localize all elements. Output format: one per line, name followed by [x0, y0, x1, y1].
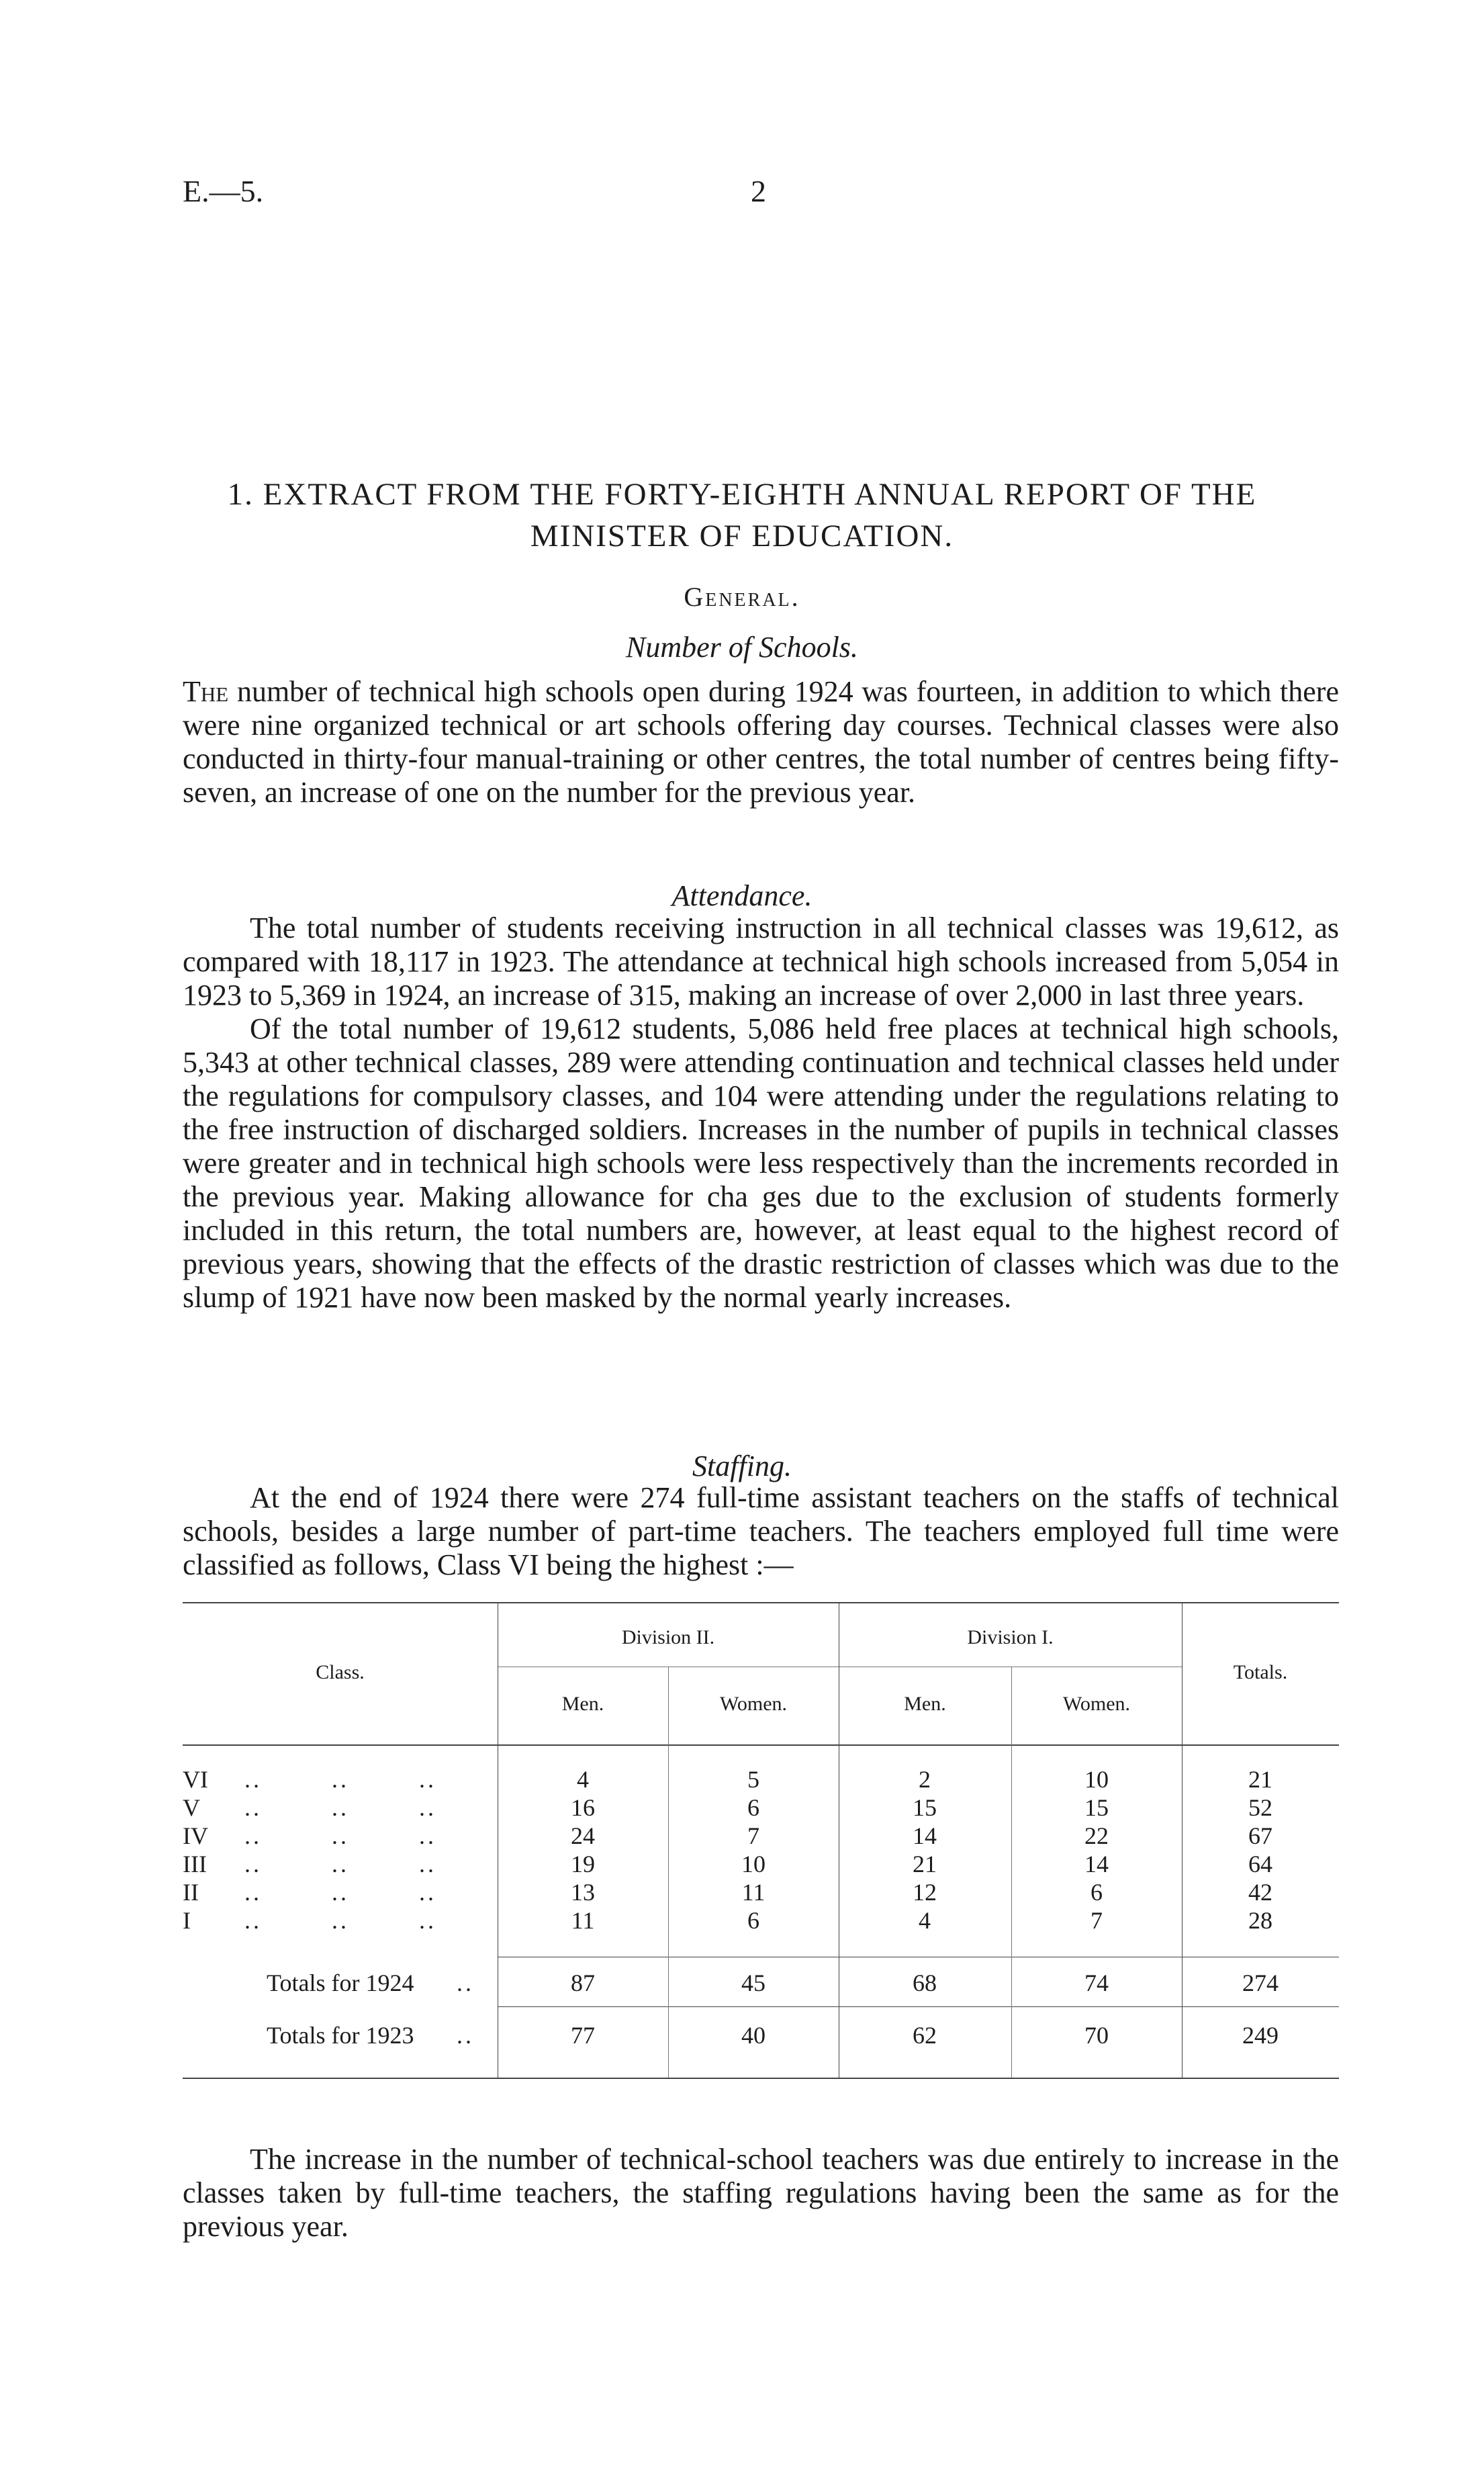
totals-header: Totals. [1233, 1661, 1288, 1683]
cell-div1-men: 12 [913, 1879, 937, 1906]
cell-div1-men: 4 [919, 1907, 931, 1934]
attendance-paragraph-2: Of the total number of 19,612 students, 5,086 held free places at technical high schools, 5,343 at other technical classes, 289 were attending continuation and technical classes held under the regulations for compulsory classes, and 104 were attending under the regulations relating to the free instruction of discharged soldiers. Increases in the number of pupils in technical classes were greater and in technical high schools were less respectively than the increments recorded in the previous year. Making allowance for cha ges due to the exclusion of students formerly included in this return, the total numbers are, however, at least equal to the highest record of previous years, showing that the effects of the drastic restriction of classes which was due to the slump of 1921 have now been masked by the normal yearly increases. [183, 1012, 1339, 1314]
cell-div1-women: 14 [1084, 1851, 1109, 1877]
totals-1923-label: Totals for 1923 [267, 2022, 414, 2049]
class-column-header: Class. [316, 1661, 365, 1683]
closing-text: The increase in the number of technical-school teachers was due entirely to increase in the classes taken by full-time teachers, the staffing regulations having been the same as for the previous year. [183, 2143, 1339, 2243]
subheading-attendance: Attendance. [671, 879, 813, 912]
report-title-line-2: MINISTER OF EDUCATION. [530, 519, 954, 553]
leader-dots: .. .. .. [244, 1851, 436, 1877]
cell-div2-women: 10 [741, 1851, 766, 1877]
cell-div1-women: 15 [1084, 1794, 1109, 1821]
schools-paragraph [183, 675, 1339, 809]
staffing-paragraph [183, 1481, 1339, 1582]
cell-total: 28 [1248, 1907, 1272, 1934]
div1-men-header: Men. [904, 1693, 946, 1715]
cell-div2-women: 40 [741, 2022, 766, 2049]
cell-div1-men: 15 [913, 1794, 937, 1821]
cell-div2-men: 4 [577, 1766, 589, 1793]
schools-lead-word: The [183, 675, 229, 708]
cell-div1-men: 14 [913, 1822, 937, 1849]
staffing-text: At the end of 1924 there were 274 full-time assistant teachers on the staffs of technical schools, besides a large number of part-time teachers. The teachers employed full time were classified as follows, Class VI being the highest :— [183, 1481, 1339, 1581]
cell-div2-men: 19 [571, 1851, 595, 1877]
leader-dots: .. .. .. [244, 1794, 436, 1821]
cell-div1-women: 10 [1084, 1766, 1109, 1793]
cell-div2-men: 16 [571, 1794, 595, 1821]
cell-div2-women: 6 [747, 1794, 759, 1821]
division-2-header: Division II. [621, 1626, 715, 1648]
row-label: IV [183, 1822, 208, 1849]
cell-div2-men: 13 [571, 1879, 595, 1906]
leader-dots: .. .. .. [244, 1766, 436, 1793]
cell-div2-men: 87 [571, 1969, 595, 1996]
cell-total: 52 [1248, 1794, 1272, 1821]
cell-div1-women: 74 [1084, 1969, 1109, 1996]
leader-dots: .. [457, 2022, 474, 2049]
attendance-paragraphs [183, 912, 1339, 1315]
teacher-classification-table [183, 1602, 1339, 2086]
row-label: VI [183, 1766, 208, 1793]
cell-div2-men: 11 [571, 1907, 595, 1934]
cell-total: 64 [1248, 1851, 1272, 1877]
cell-div2-women: 45 [741, 1969, 766, 1996]
subheading-number-of-schools: Number of Schools. [626, 631, 858, 664]
div2-women-header: Women. [719, 1693, 788, 1715]
subheading-staffing: Staffing. [692, 1450, 792, 1482]
cell-div2-women: 7 [747, 1822, 759, 1849]
page-number: 2 [751, 174, 766, 208]
division-1-header: Division I. [967, 1626, 1054, 1648]
cell-div2-women: 6 [747, 1907, 759, 1934]
cell-div2-women: 5 [747, 1766, 759, 1793]
row-label: II [183, 1879, 199, 1906]
attendance-paragraph-1: The total number of students receiving instruction in all technical classes was 19,612, as compared with 18,117 in 1923. The attendance at technical high schools increased from 5,054 in 1923 to 5,369 in 1924, an increase of 315, making an increase of over 2,000 in last three years. [183, 912, 1339, 1012]
cell-div1-men: 2 [919, 1766, 931, 1793]
cell-div1-women: 70 [1084, 2022, 1109, 2049]
div1-women-header: Women. [1062, 1693, 1131, 1715]
row-label: V [183, 1794, 200, 1821]
leader-dots: .. .. .. [244, 1879, 436, 1906]
closing-paragraph [183, 2143, 1339, 2244]
cell-total: 274 [1242, 1969, 1279, 1996]
cell-total: 42 [1248, 1879, 1272, 1906]
page-reference: E.—5. [183, 174, 264, 208]
cell-total: 21 [1248, 1766, 1272, 1793]
cell-total: 67 [1248, 1822, 1272, 1849]
cell-div1-men: 68 [913, 1969, 937, 1996]
cell-div2-men: 24 [571, 1822, 595, 1849]
cell-div2-men: 77 [571, 2022, 595, 2049]
cell-div1-men: 62 [913, 2022, 937, 2049]
div2-men-header: Men. [561, 1693, 604, 1715]
report-title-line-1: 1. EXTRACT FROM THE FORTY-EIGHTH ANNUAL REPORT OF THE [227, 477, 1257, 512]
cell-div1-women: 7 [1091, 1907, 1103, 1934]
leader-dots: .. [457, 1969, 474, 1996]
totals-1924-label: Totals for 1924 [267, 1969, 414, 1996]
schools-text: number of technical high schools open during 1924 was fourteen, in addition to which there were nine organized technical or art schools offering day courses. Technical classes were also conducted in thirty-four manual-training or other centres, the total number of centres being fifty-seven, an increase of one on the number for the previous year. [183, 675, 1339, 809]
row-label: I [183, 1907, 191, 1934]
leader-dots: .. .. .. [244, 1822, 436, 1849]
cell-div2-women: 11 [741, 1879, 766, 1906]
cell-div1-women: 22 [1084, 1822, 1109, 1849]
cell-div1-men: 21 [913, 1851, 937, 1877]
cell-total: 249 [1242, 2022, 1279, 2049]
cell-div1-women: 6 [1091, 1879, 1103, 1906]
section-heading-general: General. [684, 582, 800, 612]
leader-dots: .. .. .. [244, 1907, 436, 1934]
row-label: III [183, 1851, 207, 1877]
